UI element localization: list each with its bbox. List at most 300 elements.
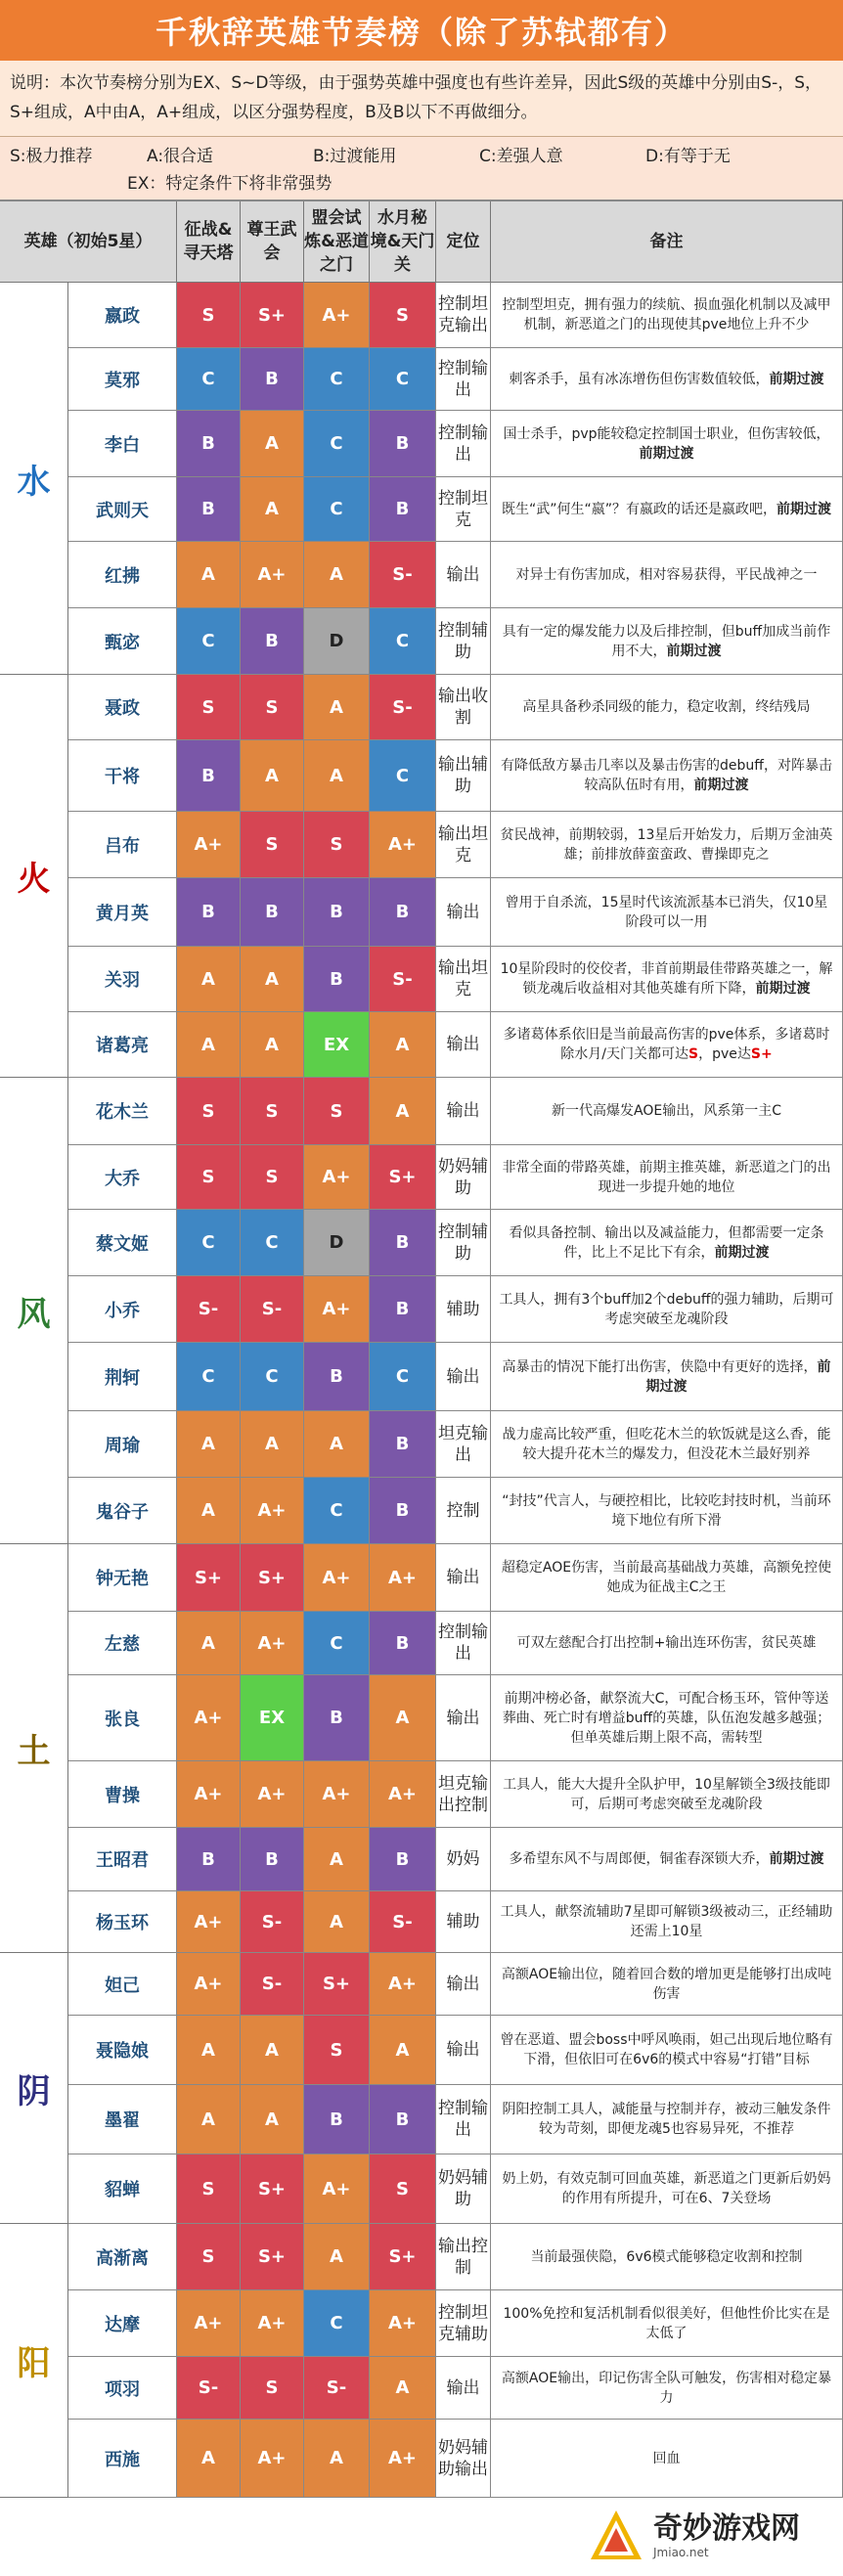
element-section: 阴 <box>0 1953 68 2224</box>
tier-badge: A <box>177 2085 241 2154</box>
hero-note <box>491 542 843 608</box>
hero-note <box>491 1478 843 1544</box>
tier-badge: C <box>370 348 436 411</box>
hero-note-text: 看似具备控制、输出以及减益能力，但都需要一定条件，比上不足比下有余，前期过渡 <box>509 1224 824 1261</box>
tier-badge: A+ <box>370 1761 436 1828</box>
tier-badge: A+ <box>177 812 241 878</box>
tier-badge: S- <box>177 1276 241 1343</box>
tier-badge: A+ <box>241 2420 304 2498</box>
tier-badge: A <box>304 740 370 812</box>
tier-badge: S <box>177 1145 241 1210</box>
tier-badge: B <box>304 1343 370 1411</box>
hero-note <box>491 2420 843 2498</box>
hero-note <box>491 1145 843 1210</box>
hero-name: 左慈 <box>68 1612 177 1675</box>
hero-note-text: 10星阶段时的佼佼者，非首前期最佳带路英雄之一，解锁龙魂后收益相对其他英雄有所下降，前期过渡 <box>500 961 833 997</box>
tier-badge: A+ <box>177 1761 241 1828</box>
tier-badge: A <box>241 2085 304 2154</box>
hero-position: 控制输出 <box>436 1612 491 1675</box>
hero-note-text: 超稳定AOE伤害，当前最高基础战力英雄，高额免控使她成为征战主C之王 <box>501 1560 832 1595</box>
tier-badge: A+ <box>304 2154 370 2224</box>
tier-badge: A <box>241 740 304 812</box>
hero-note-text: 当前最强侠隐，6v6模式能够稳定收割和控制 <box>530 2248 803 2265</box>
tier-badge: S+ <box>241 1544 304 1612</box>
legend-item: S:极力推荐 <box>10 147 93 166</box>
hero-note-text: 100%免控和复活机制看似很美好，但他性价比实在是太低了 <box>503 2305 830 2341</box>
hero-note <box>491 411 843 477</box>
element-section: 土 <box>0 1544 68 1953</box>
note-highlight: 前期过渡 <box>769 371 824 387</box>
hero-note-text: 多希望东风不与周郎便，铜雀春深锁大乔，前期过渡 <box>509 1851 824 1867</box>
tier-badge: A <box>304 1828 370 1891</box>
tier-badge: S <box>304 812 370 878</box>
tier-badge: B <box>370 2085 436 2154</box>
tier-badge: B <box>304 2085 370 2154</box>
hero-note <box>491 1828 843 1891</box>
tier-badge: A <box>370 1675 436 1761</box>
tier-badge: A+ <box>304 283 370 348</box>
tier-badge: A <box>304 1891 370 1953</box>
hero-note <box>491 1343 843 1411</box>
tier-badge: C <box>304 1478 370 1544</box>
tier-badge: A <box>370 1012 436 1078</box>
header-secret-realm: 水月秘境&天门关 <box>370 201 436 283</box>
tier-badge: C <box>370 740 436 812</box>
tier-badge: S+ <box>304 1953 370 2016</box>
tier-badge: S- <box>370 542 436 608</box>
tier-badge: A <box>304 2224 370 2290</box>
hero-position: 控制辅助 <box>436 608 491 675</box>
tier-badge: A <box>241 1411 304 1478</box>
tier-badge: B <box>177 1828 241 1891</box>
tier-badge: A+ <box>241 1761 304 1828</box>
tier-badge: S <box>177 675 241 740</box>
hero-note <box>491 2290 843 2357</box>
tier-badge: A+ <box>304 1761 370 1828</box>
tier-badge: A+ <box>304 1544 370 1612</box>
hero-position: 控制输出 <box>436 2085 491 2154</box>
hero-position: 输出收割 <box>436 675 491 740</box>
tier-badge: A <box>241 477 304 542</box>
hero-position: 坦克输出 <box>436 1411 491 1478</box>
note-highlight: 前期过渡 <box>639 445 694 462</box>
hero-name: 甄宓 <box>68 608 177 675</box>
hero-note <box>491 348 843 411</box>
tier-badge: A <box>370 1078 436 1145</box>
tier-badge: B <box>241 348 304 411</box>
hero-note-text: 工具人，能大大提升全队护甲，10星解锁全3级技能即可，后期可考虑突破至龙魂阶段 <box>503 1776 830 1812</box>
hero-note <box>491 2224 843 2290</box>
hero-note <box>491 1544 843 1612</box>
hero-note-text: 高额AOE输出位，随着回合数的增加更是能够打出成吨伤害 <box>501 1966 832 2002</box>
tier-badge: B <box>177 878 241 947</box>
tier-badge: A <box>241 2016 304 2085</box>
hero-note <box>491 2154 843 2224</box>
tier-badge: B <box>370 1276 436 1343</box>
tier-badge: A <box>370 2016 436 2085</box>
tier-badge: C <box>304 348 370 411</box>
hero-note-text: 对异士有伤害加成，相对容易获得，平民战神之一 <box>515 566 818 583</box>
hero-note-text: 多诸葛体系依旧是当前最高伤害的pve体系，多诸葛时除水月/天门关都可达S，pve达S+ <box>503 1027 830 1062</box>
hero-note-text: 具有一定的爆发能力以及后排控制，但buff加成当前作用不大，前期过渡 <box>502 623 831 659</box>
hero-name: 西施 <box>68 2420 177 2498</box>
tier-badge: S- <box>370 675 436 740</box>
hero-position: 输出辅助 <box>436 740 491 812</box>
hero-note <box>491 812 843 878</box>
note-highlight: 前期过渡 <box>769 1851 824 1867</box>
tier-badge: C <box>177 608 241 675</box>
tier-badge: C <box>241 1343 304 1411</box>
hero-note <box>491 2085 843 2154</box>
tier-badge: C <box>177 348 241 411</box>
tier-badge: A+ <box>370 1953 436 2016</box>
tier-badge: S <box>241 2357 304 2420</box>
hero-name: 李白 <box>68 411 177 477</box>
watermark-logo-icon <box>587 2507 645 2565</box>
note-highlight: 前期过渡 <box>714 1244 770 1261</box>
tier-badge: S- <box>241 1276 304 1343</box>
hero-note-text: 战力虚高比较严重，但吃花木兰的软饭就是这么香，能较大提升花木兰的爆发力，但没花木兰最好别养 <box>502 1426 831 1462</box>
hero-name: 曹操 <box>68 1761 177 1828</box>
hero-note-text: 高星具备秒杀同级的能力，稳定收割，终结残局 <box>522 699 811 715</box>
hero-note-text: 国士杀手，pvp能较稳定控制国士职业，但伤害较低，前期过渡 <box>503 425 830 462</box>
hero-note <box>491 1891 843 1953</box>
hero-name: 花木兰 <box>68 1078 177 1145</box>
tier-badge: A+ <box>177 2290 241 2357</box>
watermark-name: 奇妙游戏网 <box>653 2511 800 2546</box>
tier-badge: S+ <box>241 2154 304 2224</box>
hero-name: 鬼谷子 <box>68 1478 177 1544</box>
note-red-tier: S+ <box>750 1046 773 1062</box>
hero-name: 周瑜 <box>68 1411 177 1478</box>
tier-badge: S <box>370 2154 436 2224</box>
tier-badge: B <box>304 878 370 947</box>
legend-ex: EX：特定条件下将非常强势 <box>127 174 333 194</box>
element-section: 火 <box>0 675 68 1078</box>
hero-note <box>491 1411 843 1478</box>
hero-note <box>491 1761 843 1828</box>
tier-badge: B <box>370 1411 436 1478</box>
tier-badge: C <box>304 477 370 542</box>
hero-name: 干将 <box>68 740 177 812</box>
tier-badge: S- <box>177 2357 241 2420</box>
tier-badge: A+ <box>304 1276 370 1343</box>
hero-note-text: 控制型坦克，拥有强力的续航、损血强化机制以及减甲机制，新恶道之门的出现使其pve地位上升不少 <box>502 297 831 333</box>
hero-note <box>491 2357 843 2420</box>
hero-note-text: 曾用于自杀流，15星时代该流派基本已消失，仅10星阶段可以一用 <box>505 894 828 930</box>
tier-badge: A <box>177 947 241 1012</box>
hero-note <box>491 477 843 542</box>
hero-name: 莫邪 <box>68 348 177 411</box>
hero-note-text: 有降低敌方暴击几率以及暴击伤害的debuff，对阵暴击较高队伍时有用，前期过渡 <box>501 758 832 793</box>
hero-name: 武则天 <box>68 477 177 542</box>
tier-badge: C <box>304 411 370 477</box>
tier-badge: S- <box>241 1953 304 2016</box>
header-hero: 英雄（初始5星） <box>0 201 177 283</box>
hero-position: 输出 <box>436 1078 491 1145</box>
hero-position: 控制坦克输出 <box>436 283 491 348</box>
watermark <box>587 2502 841 2570</box>
tier-badge: B <box>241 608 304 675</box>
tier-badge: B <box>177 477 241 542</box>
hero-note-text: 非常全面的带路英雄，前期主推英雄，新恶道之门的出现进一步提升她的地位 <box>502 1159 831 1195</box>
tier-badge: A <box>304 1411 370 1478</box>
hero-note <box>491 1012 843 1078</box>
hero-position: 输出 <box>436 1953 491 2016</box>
hero-position: 控制输出 <box>436 411 491 477</box>
hero-name: 黄月英 <box>68 878 177 947</box>
hero-name: 关羽 <box>68 947 177 1012</box>
tier-badge: D <box>304 1210 370 1276</box>
hero-position: 输出控制 <box>436 2224 491 2290</box>
tier-badge: S <box>304 1078 370 1145</box>
tier-badge: A <box>177 1612 241 1675</box>
hero-name: 妲己 <box>68 1953 177 2016</box>
tier-badge: A+ <box>177 1891 241 1953</box>
tier-badge: C <box>241 1210 304 1276</box>
tier-badge: B <box>304 947 370 1012</box>
tier-badge: S <box>241 812 304 878</box>
tier-badge: B <box>370 1478 436 1544</box>
hero-position: 输出 <box>436 1012 491 1078</box>
hero-note-text: 阴阳控制工具人，减能量与控制并存，被动三触发条件较为苛刻，即便龙魂5也容易异死，不推荐 <box>502 2102 831 2137</box>
hero-position: 输出坦克 <box>436 947 491 1012</box>
hero-name: 聂政 <box>68 675 177 740</box>
legend-item: A:很合适 <box>147 147 214 166</box>
tier-badge: B <box>177 411 241 477</box>
tier-badge: A+ <box>177 1953 241 2016</box>
note-red-tier: S <box>688 1046 699 1062</box>
hero-note <box>491 283 843 348</box>
hero-note <box>491 1675 843 1761</box>
tier-badge: B <box>304 1675 370 1761</box>
hero-position: 奶妈辅助 <box>436 1145 491 1210</box>
tier-badge: B <box>370 1612 436 1675</box>
tier-badge: A+ <box>370 2420 436 2498</box>
hero-position: 奶妈辅助 <box>436 2154 491 2224</box>
watermark-url: Jmiao.net <box>653 2546 709 2559</box>
tier-badge: S <box>370 283 436 348</box>
hero-note <box>491 740 843 812</box>
tier-badge: S <box>177 2154 241 2224</box>
hero-name: 红拂 <box>68 542 177 608</box>
hero-note <box>491 1953 843 2016</box>
note-highlight: 前期过渡 <box>645 1358 831 1395</box>
tier-badge: C <box>370 1343 436 1411</box>
tier-badge: A+ <box>370 1544 436 1612</box>
hero-note <box>491 675 843 740</box>
hero-note-text: 回血 <box>652 2450 681 2466</box>
tier-badge: S <box>241 1145 304 1210</box>
tier-badge: S <box>241 675 304 740</box>
hero-note-text: 前期冲榜必备，献祭流大C，可配合杨玉环，管仲等送葬曲、死亡时有增益buff的英雄，队伍泡发越多越强；但单英雄后期上限不高，需转型 <box>502 1690 831 1746</box>
hero-position: 控制输出 <box>436 348 491 411</box>
hero-note <box>491 947 843 1012</box>
hero-position: 输出 <box>436 878 491 947</box>
tier-badge: S+ <box>177 1544 241 1612</box>
tier-badge: A <box>177 542 241 608</box>
element-section: 风 <box>0 1078 68 1544</box>
hero-name: 小乔 <box>68 1276 177 1343</box>
hero-name: 吕布 <box>68 812 177 878</box>
hero-name: 大乔 <box>68 1145 177 1210</box>
legend-item: B:过渡能用 <box>313 147 397 166</box>
hero-name: 杨玉环 <box>68 1891 177 1953</box>
header-trial: 盟会试炼&恶道之门 <box>304 201 370 283</box>
header-position: 定位 <box>436 201 491 283</box>
hero-name: 蔡文姬 <box>68 1210 177 1276</box>
tier-badge: A <box>177 1478 241 1544</box>
hero-position: 输出 <box>436 1675 491 1761</box>
hero-position: 输出 <box>436 2357 491 2420</box>
tier-badge: A <box>177 2016 241 2085</box>
hero-name: 达摩 <box>68 2290 177 2357</box>
tier-badge: S- <box>304 2357 370 2420</box>
tier-badge: S- <box>370 947 436 1012</box>
tier-badge: S <box>241 1078 304 1145</box>
hero-position: 辅助 <box>436 1276 491 1343</box>
tier-badge: A <box>304 2420 370 2498</box>
tier-badge: A <box>177 1012 241 1078</box>
tier-badge: S- <box>241 1891 304 1953</box>
hero-note-text: “封技”代言人，与硬控相比，比较吃封技时机，当前环境下地位有所下滑 <box>502 1492 831 1529</box>
header-arena: 尊王武会 <box>241 201 304 283</box>
hero-note <box>491 1612 843 1675</box>
note-highlight: 前期过渡 <box>693 777 749 793</box>
hero-position: 输出坦克 <box>436 812 491 878</box>
tier-badge: A <box>241 947 304 1012</box>
tier-badge: A <box>370 2357 436 2420</box>
hero-note-text: 工具人，献祭流辅助7星即可解锁3级被动三，正经辅助还需上10星 <box>500 1904 833 1939</box>
hero-position: 坦克输出控制 <box>436 1761 491 1828</box>
hero-note-text: 既生“武”何生“嬴”？有嬴政的话还是嬴政吧，前期过渡 <box>501 501 831 517</box>
tier-badge: S+ <box>241 2224 304 2290</box>
hero-name: 聂隐娘 <box>68 2016 177 2085</box>
hero-position: 控制坦克辅助 <box>436 2290 491 2357</box>
tier-badge: A+ <box>304 1145 370 1210</box>
hero-note-text: 奶上奶，有效克制可回血英雄，新恶道之门更新后奶妈的作用有所提升，可在6、7关登场 <box>502 2171 831 2206</box>
hero-note <box>491 608 843 675</box>
tier-badge: D <box>304 608 370 675</box>
legend-item: C:差强人意 <box>479 147 563 166</box>
hero-note-text: 新一代高爆发AOE输出，风系第一主C <box>552 1103 781 1119</box>
tier-badge: A <box>304 542 370 608</box>
hero-note-text: 刺客杀手，虽有冰冻增伤但伤害数值较低，前期过渡 <box>509 371 824 387</box>
tier-badge: A+ <box>177 1675 241 1761</box>
tier-badge: C <box>177 1343 241 1411</box>
tier-badge: A+ <box>241 1612 304 1675</box>
hero-position: 输出 <box>436 2016 491 2085</box>
legend-item: D:有等于无 <box>645 147 731 166</box>
hero-position: 控制辅助 <box>436 1210 491 1276</box>
tier-badge: B <box>370 411 436 477</box>
hero-note <box>491 1078 843 1145</box>
tier-badge: A <box>177 2420 241 2498</box>
note-highlight: 前期过渡 <box>776 501 831 517</box>
tier-badge: C <box>304 1612 370 1675</box>
hero-name: 项羽 <box>68 2357 177 2420</box>
note-highlight: 前期过渡 <box>755 981 811 997</box>
tier-badge: A <box>304 675 370 740</box>
tier-badge: A+ <box>241 1478 304 1544</box>
tier-badge: S+ <box>370 1145 436 1210</box>
hero-name: 貂蝉 <box>68 2154 177 2224</box>
hero-note-text: 贫民战神，前期较弱，13星后开始发力，后期万金油英雄；前排放薛蛮蛮政、曹操即克之 <box>500 826 833 863</box>
tier-badge: C <box>177 1210 241 1276</box>
hero-position: 奶妈 <box>436 1828 491 1891</box>
hero-position: 输出 <box>436 1343 491 1411</box>
hero-name: 张良 <box>68 1675 177 1761</box>
hero-name: 高渐离 <box>68 2224 177 2290</box>
page-title: 千秋辞英雄节奏榜（除了苏轼都有） <box>0 0 843 61</box>
hero-name: 王昭君 <box>68 1828 177 1891</box>
tier-badge: B <box>241 878 304 947</box>
hero-name: 荆轲 <box>68 1343 177 1411</box>
tier-badge: EX <box>304 1012 370 1078</box>
hero-position: 输出 <box>436 542 491 608</box>
legend-items <box>10 143 833 170</box>
hero-name: 嬴政 <box>68 283 177 348</box>
hero-note-text: 曾在恶道、盟会boss中呼风唤雨，妲己出现后地位略有下滑，但依旧可在6v6的模式中容易“打错”目标 <box>500 2032 833 2067</box>
hero-position: 输出 <box>436 1544 491 1612</box>
tier-badge: A <box>241 411 304 477</box>
tier-badge: B <box>370 1210 436 1276</box>
tier-badge: C <box>304 2290 370 2357</box>
tier-badge: B <box>177 740 241 812</box>
tier-badge: A+ <box>370 2290 436 2357</box>
tier-badge: S <box>177 1078 241 1145</box>
tier-badge: A <box>241 1012 304 1078</box>
note-highlight: 前期过渡 <box>666 643 722 659</box>
tier-badge: S <box>177 2224 241 2290</box>
tier-badge: S+ <box>370 2224 436 2290</box>
hero-position: 控制坦克 <box>436 477 491 542</box>
hero-name: 钟无艳 <box>68 1544 177 1612</box>
tier-badge: B <box>370 477 436 542</box>
hero-note-text: 工具人，拥有3个buff加2个debuff的强力辅助，后期可考虑突破至龙魂阶段 <box>499 1291 834 1327</box>
header-campaign: 征战&寻天塔 <box>177 201 241 283</box>
legend <box>0 137 843 201</box>
element-section: 水 <box>0 283 68 675</box>
tier-badge: A+ <box>241 2290 304 2357</box>
description: 说明：本次节奏榜分别为EX、S~D等级，由于强势英雄中强度也有些许差异，因此S级的英雄中分别由S-，S，S+组成，A中由A，A+组成，以区分强势程度，B及B以下不再做细分。 <box>0 61 843 137</box>
hero-note <box>491 2016 843 2085</box>
tier-badge: S <box>304 2016 370 2085</box>
tier-badge: C <box>370 608 436 675</box>
hero-position: 辅助 <box>436 1891 491 1953</box>
hero-position: 奶妈辅助输出 <box>436 2420 491 2498</box>
tier-badge: S+ <box>241 283 304 348</box>
tier-badge: A+ <box>370 812 436 878</box>
hero-position: 控制 <box>436 1478 491 1544</box>
tier-badge: EX <box>241 1675 304 1761</box>
tier-badge: S- <box>370 1891 436 1953</box>
tier-badge: B <box>241 1828 304 1891</box>
hero-note <box>491 1276 843 1343</box>
header-notes: 备注 <box>491 201 843 283</box>
hero-name: 墨翟 <box>68 2085 177 2154</box>
hero-note <box>491 878 843 947</box>
element-section: 阳 <box>0 2224 68 2498</box>
hero-note <box>491 1210 843 1276</box>
hero-note-text: 高暴击的情况下能打出伤害，侠隐中有更好的选择，前期过渡 <box>502 1358 831 1395</box>
hero-name: 诸葛亮 <box>68 1012 177 1078</box>
tier-badge: B <box>370 878 436 947</box>
hero-note-text: 高额AOE输出，印记伤害全队可触发，伤害相对稳定暴力 <box>501 2370 832 2406</box>
hero-note-text: 可双左慈配合打出控制+输出连环伤害，贫民英雄 <box>516 1635 817 1651</box>
tier-badge: A+ <box>241 542 304 608</box>
tier-badge: A <box>177 1411 241 1478</box>
